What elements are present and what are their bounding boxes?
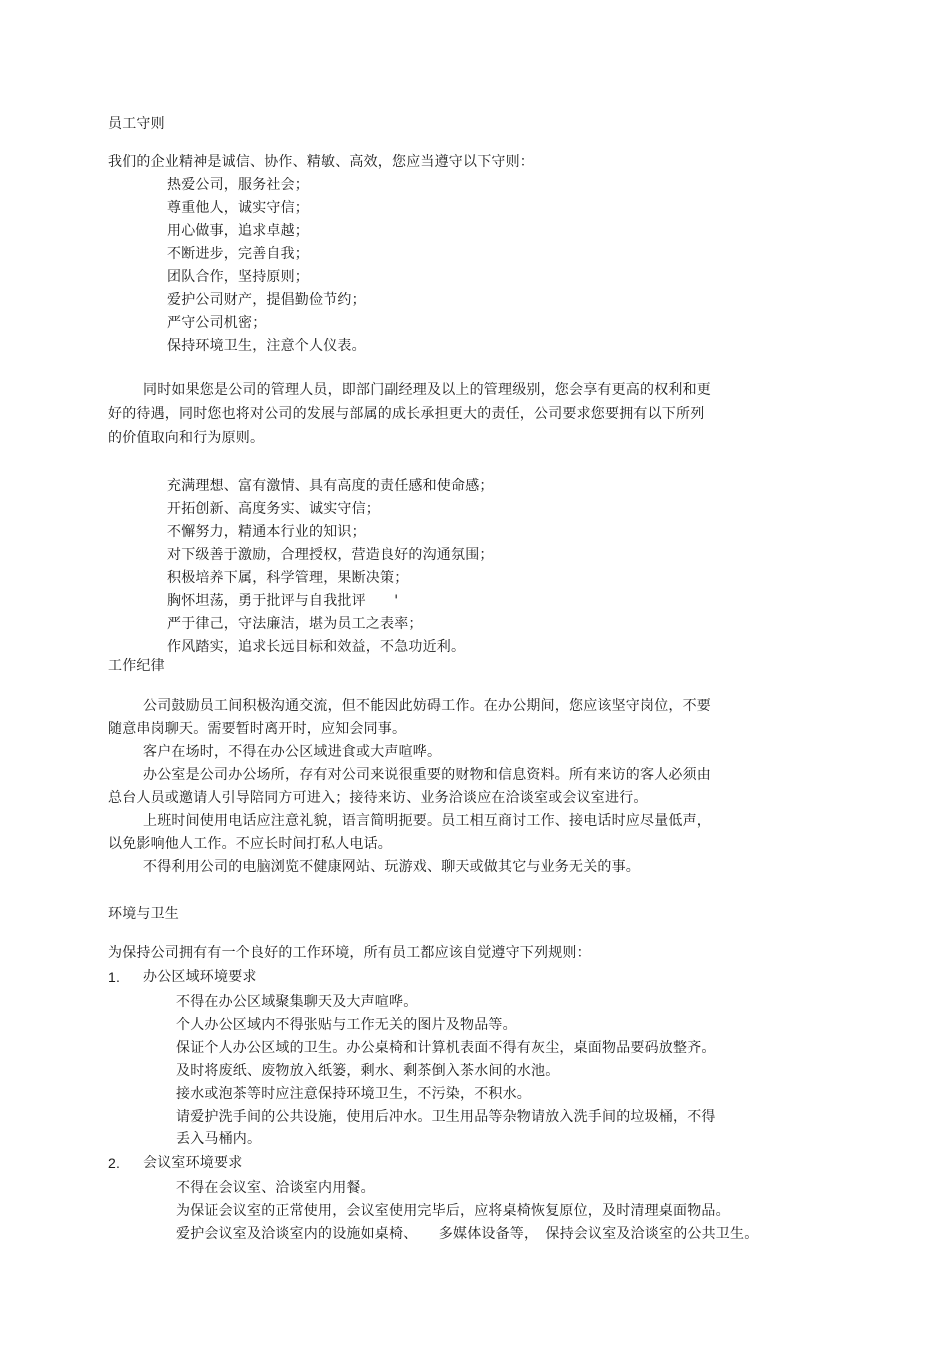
list-number: 1. bbox=[108, 969, 121, 985]
page-title: 员工守则 bbox=[108, 116, 165, 132]
env-rule-item: 爱护会议室及洽谈室内的设施如桌椅、 多媒体设备等， 保持会议室及洽谈室的公共卫生。 bbox=[176, 1226, 759, 1242]
discipline-line: 随意串岗聊天。需要暂时离开时，应知会同事。 bbox=[108, 721, 407, 737]
manager-rule-item: 作风踏实，追求长远目标和效益，不急功近利。 bbox=[167, 639, 466, 655]
discipline-line: 上班时间使用电话应注意礼貌，语言简明扼要。员工相互商讨工作、接电话时应尽量低声， bbox=[143, 813, 711, 829]
subsection-title: 办公区域环境要求 bbox=[143, 969, 257, 985]
manager-rule-item: 积极培养下属，科学管理，果断决策； bbox=[167, 570, 409, 586]
intro-text: 我们的企业精神是诚信、协作、精敏、高效，您应当遵守以下守则： bbox=[108, 154, 534, 170]
manager-rule-item: 胸怀坦荡，勇于批评与自我批评 ' bbox=[167, 593, 399, 609]
discipline-line: 总台人员或邀请人引导陪同方可进入；接待来访、业务洽谈应在洽谈室或会议室进行。 bbox=[108, 790, 648, 806]
discipline-line: 以免影响他人工作。不应长时间打私人电话。 bbox=[108, 836, 392, 852]
environment-intro: 为保持公司拥有有一个良好的工作环境，所有员工都应该自觉遵守下列规则： bbox=[108, 945, 591, 961]
section-heading-environment: 环境与卫生 bbox=[108, 906, 179, 922]
env-rule-item: 及时将废纸、废物放入纸篓，剩水、剩茶倒入茶水间的水池。 bbox=[176, 1063, 560, 1079]
env-rule-item: 为保证会议室的正常使用，会议室使用完毕后，应将桌椅恢复原位，及时清理桌面物品。 bbox=[176, 1203, 730, 1219]
env-rule-item: 接水或泡茶等时应注意保持环境卫生，不污染，不积水。 bbox=[176, 1086, 531, 1102]
discipline-line: 办公室是公司办公场所，存有对公司来说很重要的财物和信息资料。所有来访的客人必须由 bbox=[143, 767, 711, 783]
env-rule-item: 不得在会议室、洽谈室内用餐。 bbox=[176, 1180, 375, 1196]
rule-item: 团队合作，坚持原则； bbox=[167, 269, 309, 285]
subsection-title: 会议室环境要求 bbox=[143, 1155, 243, 1171]
manager-rule-item: 严于律己，守法廉洁，堪为员工之表率； bbox=[167, 616, 423, 632]
env-rule-item: 请爱护洗手间的公共设施，使用后冲水。卫生用品等杂物请放入洗手间的垃圾桶，不得 bbox=[176, 1109, 716, 1125]
manager-paragraph-line: 同时如果您是公司的管理人员，即部门副经理及以上的管理级别，您会享有更高的权利和更 bbox=[143, 382, 711, 398]
manager-rule-item: 开拓创新、高度务实、诚实守信； bbox=[167, 501, 380, 517]
env-rule-item: 不得在办公区域聚集聊天及大声喧哗。 bbox=[176, 994, 418, 1010]
discipline-line: 不得利用公司的电脑浏览不健康网站、玩游戏、聊天或做其它与业务无关的事。 bbox=[143, 859, 640, 875]
rule-item: 热爱公司，服务社会； bbox=[167, 177, 309, 193]
rule-item: 严守公司机密； bbox=[167, 315, 267, 331]
rule-item: 尊重他人，诚实守信； bbox=[167, 200, 309, 216]
discipline-line: 公司鼓励员工间积极沟通交流，但不能因此妨碍工作。在办公期间，您应该坚守岗位，不要 bbox=[143, 698, 711, 714]
discipline-line: 客户在场时，不得在办公区域进食或大声喧哗。 bbox=[143, 744, 442, 760]
manager-rule-item: 对下级善于激励，合理授权，营造良好的沟通氛围； bbox=[167, 547, 494, 563]
manager-rule-item: 充满理想、富有激情、具有高度的责任感和使命感； bbox=[167, 478, 494, 494]
manager-rule-item: 不懈努力，精通本行业的知识； bbox=[167, 524, 366, 540]
rule-item: 用心做事，追求卓越； bbox=[167, 223, 309, 239]
rule-item: 爱护公司财产，提倡勤俭节约； bbox=[167, 292, 366, 308]
list-number: 2. bbox=[108, 1155, 121, 1171]
env-rule-item: 丢入马桶内。 bbox=[176, 1131, 262, 1147]
env-rule-item: 个人办公区域内不得张贴与工作无关的图片及物品等。 bbox=[176, 1017, 517, 1033]
manager-paragraph-line: 的价值取向和行为原则。 bbox=[108, 430, 265, 446]
manager-paragraph-line: 好的待遇，同时您也将对公司的发展与部属的成长承担更大的责任，公司要求您要拥有以下所列 bbox=[108, 406, 705, 422]
section-heading-discipline: 工作纪律 bbox=[108, 658, 165, 674]
rule-item: 保持环境卫生，注意个人仪表。 bbox=[167, 338, 366, 354]
rule-item: 不断进步，完善自我； bbox=[167, 246, 309, 262]
env-rule-item: 保证个人办公区域的卫生。办公桌椅和计算机表面不得有灰尘，桌面物品要码放整齐。 bbox=[176, 1040, 716, 1056]
